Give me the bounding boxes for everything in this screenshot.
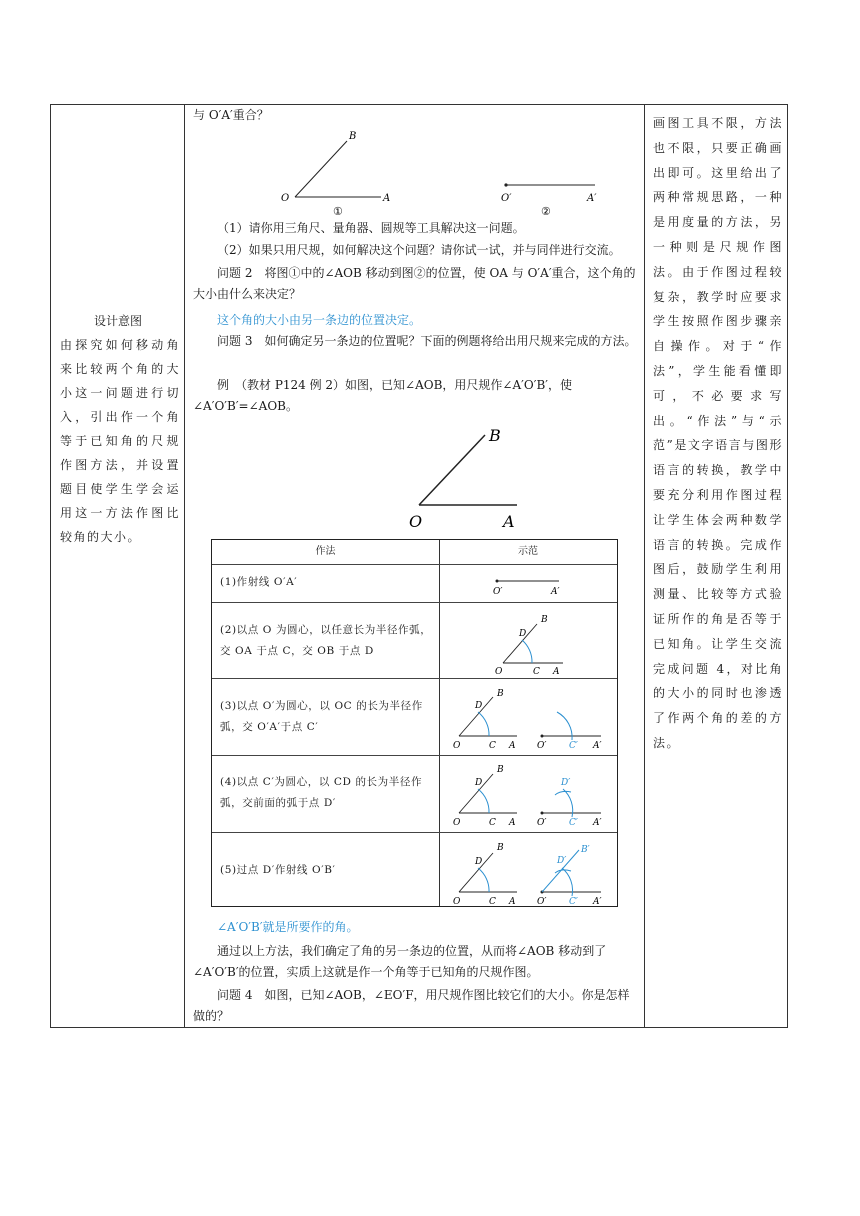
label-B: B: [349, 131, 357, 142]
question-continuation: 与 O′A′重合？: [193, 108, 269, 122]
svg-text:A: A: [509, 741, 516, 751]
label-O: O: [409, 512, 423, 531]
example-answer: ∠A′O′B′就是所要作的角。: [217, 920, 359, 934]
label-A-prime: A′: [551, 587, 560, 597]
svg-text:B: B: [497, 689, 504, 699]
label-O-prime: O′: [493, 587, 503, 597]
design-intent-title: 设计意图: [93, 314, 142, 328]
figure-angles-1-2: [185, 123, 645, 215]
figure-number-2: ②: [541, 205, 551, 215]
demo-step-2: [495, 615, 563, 677]
label-O: O: [495, 667, 503, 677]
svg-text:C: C: [489, 741, 496, 751]
step-3: (3)以点 O′为圆心，以 OC 的长为半径作弧，交 O′A′于点 C′: [220, 700, 423, 733]
svg-text:C′: C′: [569, 741, 578, 751]
step-2: (2)以点 O 为圆心，以任意长为半径作弧，交 OA 于点 C，交 OB 于点 D: [220, 624, 432, 657]
svg-text:O: O: [453, 741, 461, 751]
step-1: (1)作射线 O′A′: [220, 576, 298, 588]
svg-text:C: C: [489, 897, 496, 906]
label-D: D: [519, 629, 527, 639]
svg-text:O: O: [453, 897, 461, 906]
label-O: O: [281, 193, 290, 204]
answer-2: 这个角的大小由另一条边的位置决定。: [217, 313, 422, 327]
label-A: A: [503, 512, 515, 531]
svg-text:O: O: [453, 818, 461, 828]
design-intent-column: [51, 105, 185, 1027]
demo-step-4: [453, 765, 602, 828]
demo-step-1: [493, 580, 560, 598]
question-1: （1）请你用三角尺、量角器、圆规等工具解决这一问题。: [217, 221, 525, 235]
svg-text:A: A: [509, 818, 516, 828]
label-B: B: [541, 615, 548, 625]
summary: 通过以上方法，我们确定了角的另一条边的位置，从而将∠AOB 移动到了∠A′O′B′的位置，实质上这就是作一个角等于已知角的尺规作图。: [193, 944, 607, 979]
svg-text:D: D: [475, 857, 483, 867]
label-A: A: [553, 667, 560, 677]
svg-text:B: B: [497, 765, 504, 775]
problem-3: 问题 3 如何确定另一条边的位置呢？下面的例题将给出用尺规来完成的方法。: [217, 334, 637, 348]
step-4: (4)以点 C′为圆心，以 CD 的长为半径作弧，交前面的弧于点 D′: [220, 776, 423, 809]
teaching-content-column: [185, 105, 645, 1027]
figure-angle-aob: [185, 421, 645, 533]
svg-text:O′: O′: [537, 741, 547, 751]
svg-text:D: D: [475, 701, 483, 711]
svg-text:C: C: [489, 818, 496, 828]
lesson-table: [50, 104, 788, 1028]
svg-text:C′: C′: [569, 818, 578, 828]
problem-2: 问题 2 将图①中的∠AOB 移动到图②的位置，使 OA 与 O′A′重合，这个角的大小由什么来决定？: [193, 266, 636, 301]
demo-figures: [439, 540, 617, 906]
svg-text:A′: A′: [593, 897, 602, 906]
svg-text:C′: C′: [569, 897, 578, 906]
construction-table: [211, 539, 618, 907]
svg-text:B: B: [497, 843, 504, 853]
demo-step-5: [453, 843, 602, 906]
svg-text:D′: D′: [557, 856, 567, 866]
design-intent-text: 由探究如何移动角来比较两个角的大小这一问题进行切入，引出作一个角等于已知角的尺规作图方法，并设置题目使学生学会运用这一方法作图比较角的大小。: [60, 338, 180, 544]
demo-step-3: [453, 689, 602, 751]
svg-text:D′: D′: [561, 778, 571, 788]
question-2: （2）如果只用尺规，如何解决这个问题？请你试一试，并与同伴进行交流。: [217, 243, 621, 257]
teaching-notes: 画图工具不限，方法也不限，只要正确画出即可。这里给出了两种常规思路，一种是用度量的方法，另一种则是尺规作图法。由于作图过程较复杂，教学时应要求学生按照作图步骤亲自操作。对于“作法”，学生能看懂即可，不必要求写出。“作法”与“示范”是文字语言与图形语言的转换，教学中要充分利用作图过程让学生体会两种数学语言的转换。完成作图后，鼓励学生利用测量、比较等方式验证所作的角是否等于已知角。让学生交流完成问题 4，对比角的大小的同时也渗透了作两个角的差的方法。: [653, 116, 783, 750]
svg-text:A′: A′: [593, 818, 602, 828]
problem-4: 问题 4 如图，已知∠AOB，∠EO′F，用尺规作图比较它们的大小。你是怎样做的？: [193, 988, 630, 1023]
svg-text:A: A: [509, 897, 516, 906]
header-demo: 示范: [518, 546, 538, 557]
svg-text:D: D: [475, 778, 483, 788]
label-A-prime: A′: [587, 193, 597, 204]
label-A: A: [383, 193, 391, 204]
label-O-prime: O′: [501, 193, 512, 204]
step-5: (5)过点 D′作射线 O′B′: [220, 864, 336, 876]
svg-text:O′: O′: [537, 818, 547, 828]
example: 例 （教材 P124 例 2）如图，已知∠AOB，用尺规作∠A′O′B′，使∠A′O′B′=∠AOB。: [193, 378, 572, 413]
svg-text:O′: O′: [537, 897, 547, 906]
header-method: 作法: [315, 546, 336, 557]
label-B: B: [489, 426, 501, 445]
svg-text:A′: A′: [593, 741, 602, 751]
label-C: C: [533, 667, 540, 677]
notes-column: [645, 105, 788, 1027]
svg-text:B′: B′: [581, 845, 590, 855]
figure-number-1: ①: [333, 205, 343, 215]
